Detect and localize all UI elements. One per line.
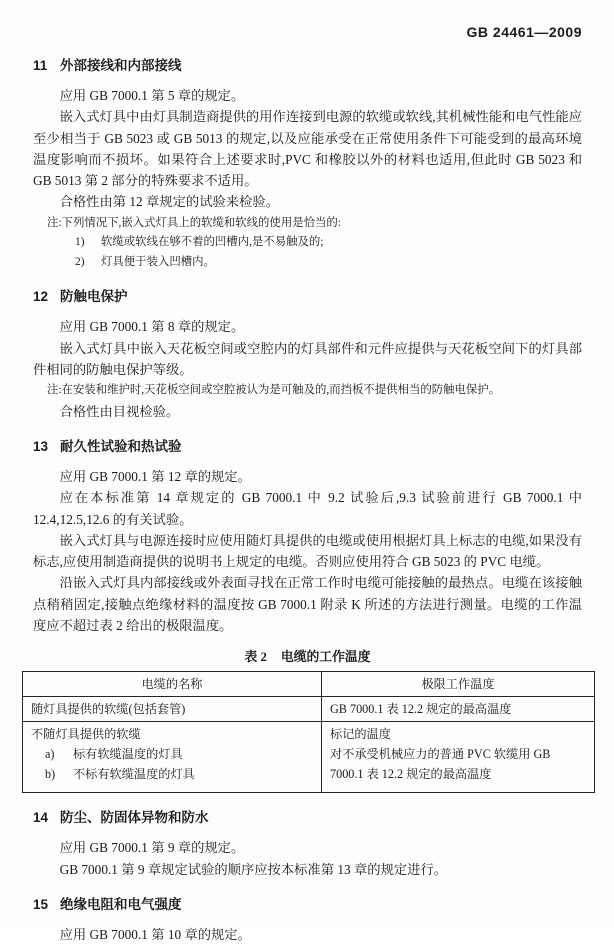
table-2-block — [33, 646, 582, 793]
cell-sub-item — [45, 764, 313, 784]
paragraph: 应用 GB 7000.1 第 8 章的规定。 — [59, 319, 245, 335]
section-title: 防触电保护 — [60, 289, 128, 305]
note-item — [75, 233, 582, 253]
note-intro: 注:下列情况下,嵌入式灯具上的软缆和软线的使用是恰当的: — [47, 216, 341, 229]
section-title: 耐久性试验和热试验 — [60, 438, 182, 454]
cell-line: 标记的温度 — [330, 727, 391, 742]
paragraph: 沿嵌入式灯具内部接线或外表面寻找在正常工作时电缆可能接触的最热点。电缆在该接触点稍稍固定,接触点绝缘材料的温度按 GB 7000.1 附录 K 所述的方法进行测量。电缆的工作温度应不超过表 2 给出的极限温度。 — [33, 575, 582, 634]
cell-sub-item — [45, 744, 313, 764]
note-item — [75, 253, 582, 273]
paragraph: 合格性由第 12 章规定的试验来检验。 — [59, 194, 279, 210]
table-row — [23, 697, 595, 722]
sub-item-text: 标有软缆温度的灯具 — [73, 747, 183, 762]
table-caption — [33, 646, 582, 665]
paragraph: 合格性由目视检验。 — [59, 403, 180, 419]
section-title: 防尘、防固体异物和防水 — [60, 810, 209, 826]
paragraph: 嵌入式灯具中由灯具制造商提供的用作连接到电源的软缆或软线,其机械性能和电气性能应至少相当于 GB 5023 或 GB 5013 的规定,以及应能承受在正常使用条件下可能受到的最高环境温度影响而不损坏。如果符合上述要求时,PVC 和橡胶以外的材料也适用,但此时 GB 5023 和 GB 5013 第 2 部分的特殊要求不适用。 — [33, 109, 582, 189]
section-heading — [33, 438, 582, 455]
section-15 — [33, 896, 582, 945]
standard-number: GB 24461—2009 — [466, 24, 582, 40]
cell-cable-name — [23, 722, 322, 793]
section-number: 14 — [33, 810, 49, 826]
section-11 — [33, 57, 582, 272]
cell-cable-name: 随灯具提供的软缆(包括套管) — [23, 697, 322, 722]
paragraph: GB 7000.1 第 9 章规定试验的顺序应按本标准第 13 章的规定进行。 — [59, 861, 448, 877]
section-14 — [33, 809, 582, 880]
section-heading — [33, 288, 582, 305]
section-title: 绝缘电阻和电气强度 — [60, 896, 182, 912]
table-caption-title: 电缆的工作温度 — [280, 650, 371, 665]
note-item-marker: 2) — [75, 255, 85, 268]
paragraph: 嵌入式灯具中嵌入天花板空间或空腔内的灯具部件和元件应提供与天花板空间下的灯具部件相同的防触电保护等级。 — [33, 340, 582, 377]
paragraph: 应用 GB 7000.1 第 5 章的规定。 — [59, 88, 245, 103]
table-row — [23, 722, 595, 793]
cell-limit-temperature — [322, 722, 595, 793]
section-number: 15 — [33, 896, 49, 912]
note-block — [33, 214, 582, 273]
section-heading — [33, 809, 582, 826]
section-number: 11 — [33, 58, 48, 73]
cell-line: 不随灯具提供的软缆 — [31, 727, 141, 742]
sub-item-marker: a) — [45, 747, 55, 762]
section-title: 外部接线和内部接线 — [60, 58, 182, 73]
section-heading — [33, 896, 582, 913]
table-caption-label: 表 2 — [244, 650, 267, 665]
section-number: 12 — [33, 289, 49, 305]
note-item-text: 灯具便于装入凹槽内。 — [101, 255, 215, 268]
cable-temperature-table — [22, 671, 595, 793]
paragraph: 应用 GB 7000.1 第 10 章的规定。 — [59, 926, 251, 942]
section-12 — [33, 288, 582, 422]
cell-line: 对不承受机械应力的普通 PVC 软缆用 GB 7000.1 表 12.2 规定的最高温度 — [330, 747, 551, 782]
sub-item-text: 不标有软缆温度的灯具 — [73, 767, 195, 782]
column-header-cable-name: 电缆的名称 — [23, 672, 322, 697]
paragraph: 应在本标准第 14 章规定的 GB 7000.1 中 9.2 试验后,9.3 试验前进行 GB 7000.1 中 12.4,12.5,12.6 的有关试验。 — [33, 490, 582, 527]
sub-item-marker: b) — [45, 767, 56, 782]
column-header-limit-temperature: 极限工作温度 — [322, 672, 595, 697]
note-item-text: 软缆或软线在够不着的凹槽内,是不易触及的; — [101, 236, 324, 249]
paragraph: 应用 GB 7000.1 第 12 章的规定。 — [59, 468, 251, 484]
paragraph: 应用 GB 7000.1 第 9 章的规定。 — [59, 840, 245, 856]
cell-limit-temperature: GB 7000.1 表 12.2 规定的最高温度 — [322, 697, 595, 722]
note-text: 注:在安装和维护时,天花板空间或空腔被认为是可触及的,而挡板不提供相当的防触电保护。 — [47, 384, 501, 397]
page-header — [33, 24, 582, 41]
section-13 — [33, 438, 582, 636]
paragraph: 嵌入式灯具与电源连接时应使用随灯具提供的电缆或使用根据灯具上标志的电缆,如果没有标志,应使用制造商提供的说明书上规定的电缆。否则应使用符合 GB 5023 的 PVC 电缆。 — [33, 532, 582, 570]
note-block — [33, 381, 582, 401]
table-header-row — [23, 672, 595, 697]
section-heading — [33, 57, 582, 74]
note-item-marker: 1) — [75, 236, 85, 249]
section-number: 13 — [33, 438, 49, 454]
